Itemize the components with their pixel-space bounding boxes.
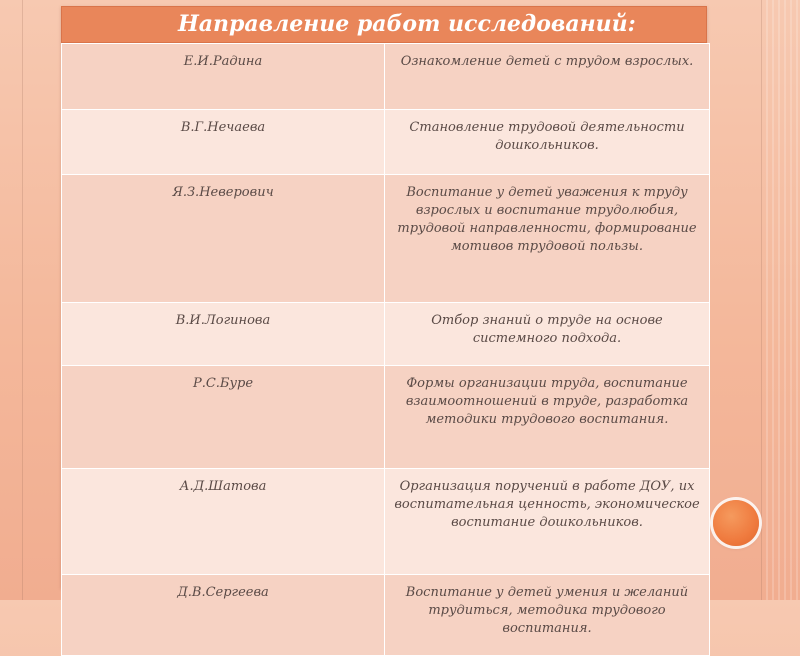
direction-text: Организация поручений в работе ДОУ, их воспитательная ценность, экономическое воспитание дошкольников.: [394, 479, 700, 530]
direction-cell: [385, 303, 710, 366]
direction-cell: [385, 366, 710, 469]
direction-cell: [385, 575, 710, 656]
direction-text: Ознакомление детей с трудом взрослых.: [400, 54, 694, 69]
author-cell: Д.В.Сергеева: [62, 575, 385, 656]
direction-text: Отбор знаний о труде на основе системного подхода.: [431, 313, 663, 346]
direction-cell: [385, 110, 710, 175]
table-row: [62, 303, 710, 366]
table-row: [62, 575, 710, 656]
table-row: [62, 110, 710, 175]
author-cell: В.Г.Нечаева: [62, 110, 385, 175]
table-header-bar: [61, 6, 707, 43]
table-row: [62, 44, 710, 110]
table-row: [62, 175, 710, 303]
direction-cell: [385, 175, 710, 303]
direction-text: Воспитание у детей умения и желаний трудиться, методика трудового воспитания.: [405, 585, 689, 636]
author-cell: А.Д.Шатова: [62, 469, 385, 575]
research-table-container: [61, 6, 707, 636]
research-table: [61, 43, 710, 656]
table-row: [62, 366, 710, 469]
author-cell: Я.З.Неверович: [62, 175, 385, 303]
direction-cell: [385, 44, 710, 110]
table-row: [62, 469, 710, 575]
direction-text: Становление трудовой деятельности дошкольников.: [409, 120, 685, 153]
direction-cell: [385, 469, 710, 575]
author-cell: В.И.Логинова: [62, 303, 385, 366]
direction-text: Воспитание у детей уважения к труду взрослых и воспитание трудолюбия, трудовой направленности, формирование мотивов трудовой пользы.: [397, 185, 697, 254]
decorative-orange-circle: [713, 500, 759, 546]
decorative-stripes: [766, 0, 800, 600]
author-cell: Р.С.Буре: [62, 366, 385, 469]
author-cell: Е.И.Радина: [62, 44, 385, 110]
direction-text: Формы организации труда, воспитание взаимоотношений в труде, разработка методики трудового воспитания.: [405, 376, 689, 427]
table-title: Направление работ исследований:: [178, 11, 636, 37]
